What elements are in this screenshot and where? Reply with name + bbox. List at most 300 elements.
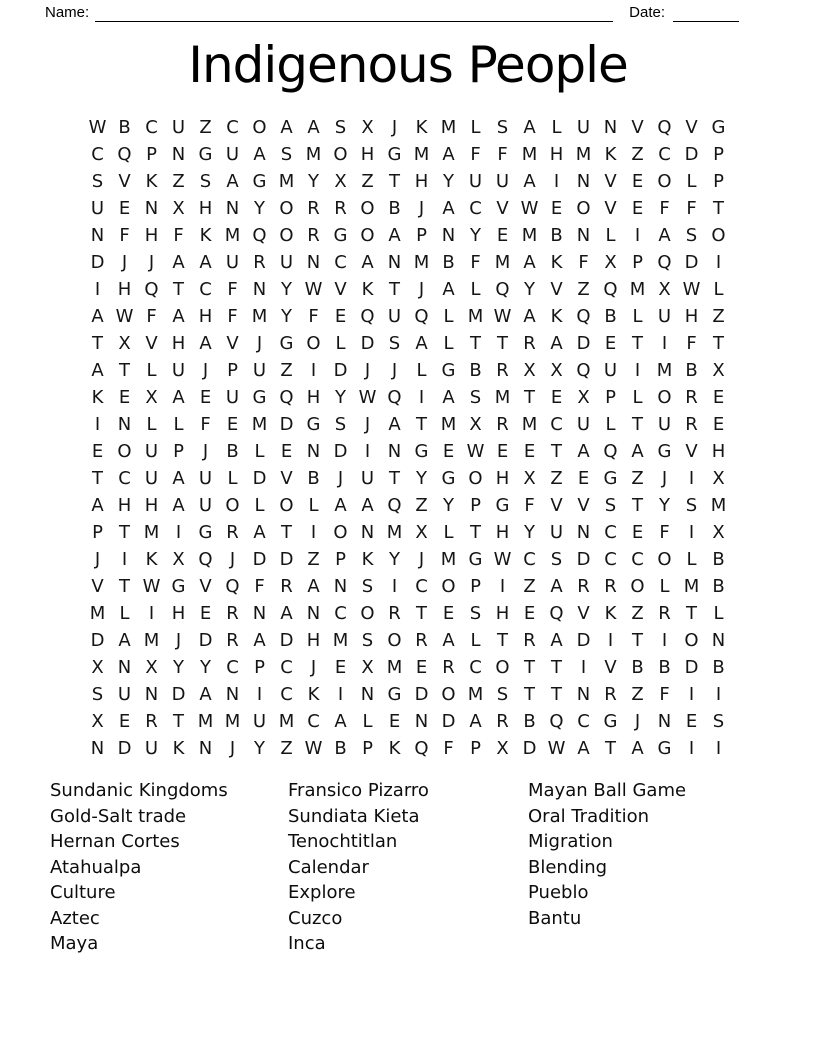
grid-letter: P bbox=[416, 225, 427, 246]
word-search-grid bbox=[84, 114, 732, 762]
grid-letter: A bbox=[118, 630, 131, 651]
grid-letter: R bbox=[307, 198, 320, 219]
worksheet-header bbox=[45, 4, 739, 22]
grid-letter: E bbox=[712, 387, 725, 408]
grid-letter: I bbox=[688, 738, 695, 759]
grid-letter: Y bbox=[443, 495, 454, 516]
grid-letter: I bbox=[580, 657, 587, 678]
grid-letter: X bbox=[145, 657, 158, 678]
grid-letter: A bbox=[199, 684, 212, 705]
grid-letter: F bbox=[173, 225, 184, 246]
grid-letter: M bbox=[143, 630, 160, 651]
grid-letter: T bbox=[119, 522, 130, 543]
grid-letter: O bbox=[441, 684, 456, 705]
grid-letter: F bbox=[119, 225, 130, 246]
grid-letter: A bbox=[442, 279, 455, 300]
grid-letter: X bbox=[604, 252, 617, 273]
grid-letter: E bbox=[604, 333, 617, 354]
grid-letter: R bbox=[604, 684, 617, 705]
grid-letter: G bbox=[414, 441, 429, 462]
grid-letter: J bbox=[337, 468, 344, 489]
grid-letter: K bbox=[145, 549, 158, 570]
grid-letter: B bbox=[658, 657, 671, 678]
grid-letter: N bbox=[306, 603, 321, 624]
grid-letter: O bbox=[684, 630, 699, 651]
grid-letter: O bbox=[711, 225, 726, 246]
grid-letter: C bbox=[415, 576, 428, 597]
grid-letter: Y bbox=[524, 522, 535, 543]
grid-letter: U bbox=[495, 171, 510, 192]
grid-letter: Q bbox=[657, 117, 672, 138]
grid-letter: Z bbox=[307, 549, 320, 570]
grid-letter: X bbox=[523, 360, 536, 381]
grid-letter: J bbox=[634, 711, 641, 732]
grid-letter: J bbox=[202, 441, 209, 462]
grid-letter: S bbox=[685, 495, 698, 516]
grid-letter: C bbox=[577, 711, 590, 732]
word-list-item: Oral Tradition bbox=[528, 805, 650, 827]
grid-letter: B bbox=[388, 198, 401, 219]
word-list-item: Pueblo bbox=[528, 882, 589, 903]
grid-letter: T bbox=[119, 576, 130, 597]
grid-letter: S bbox=[199, 171, 212, 192]
grid-letter: J bbox=[364, 414, 371, 435]
grid-letter: A bbox=[172, 387, 185, 408]
grid-letter: F bbox=[686, 198, 697, 219]
grid-letter: G bbox=[387, 684, 402, 705]
grid-letter: E bbox=[442, 441, 455, 462]
grid-letter: N bbox=[576, 225, 591, 246]
grid-letter: I bbox=[364, 441, 371, 462]
grid-letter: L bbox=[713, 603, 724, 624]
grid-letter: Q bbox=[198, 549, 213, 570]
grid-letter: U bbox=[252, 711, 267, 732]
grid-letter: N bbox=[252, 603, 267, 624]
grid-letter: T bbox=[389, 171, 400, 192]
grid-letter: K bbox=[388, 738, 401, 759]
grid-letter: K bbox=[145, 171, 158, 192]
grid-letter: H bbox=[360, 144, 375, 165]
grid-letter: V bbox=[577, 603, 590, 624]
grid-letter: E bbox=[388, 711, 401, 732]
grid-letter: A bbox=[172, 495, 185, 516]
grid-letter: D bbox=[252, 468, 267, 489]
grid-letter: F bbox=[470, 144, 481, 165]
grid-letter: R bbox=[496, 360, 509, 381]
grid-letter: A bbox=[523, 117, 536, 138]
grid-letter: Z bbox=[280, 360, 293, 381]
grid-letter: T bbox=[551, 441, 562, 462]
grid-letter: L bbox=[146, 360, 157, 381]
grid-letter: R bbox=[253, 252, 266, 273]
grid-letter: I bbox=[148, 603, 155, 624]
grid-letter: A bbox=[442, 387, 455, 408]
grid-letter: V bbox=[550, 495, 563, 516]
grid-letter: M bbox=[278, 171, 295, 192]
grid-letter: O bbox=[468, 468, 483, 489]
grid-letter: K bbox=[91, 387, 104, 408]
grid-letter: I bbox=[121, 549, 128, 570]
grid-letter: G bbox=[387, 144, 402, 165]
page-title: Indigenous People bbox=[188, 36, 628, 94]
grid-letter: O bbox=[576, 198, 591, 219]
grid-letter: D bbox=[684, 252, 699, 273]
grid-letter: N bbox=[144, 198, 159, 219]
grid-letter: A bbox=[172, 468, 185, 489]
grid-letter: G bbox=[657, 441, 672, 462]
grid-letter: Q bbox=[495, 279, 510, 300]
grid-letter: F bbox=[497, 144, 508, 165]
grid-letter: E bbox=[334, 657, 347, 678]
grid-letter: B bbox=[334, 738, 347, 759]
grid-letter: L bbox=[254, 495, 265, 516]
grid-letter: X bbox=[415, 522, 428, 543]
grid-letter: T bbox=[524, 387, 535, 408]
grid-letter: D bbox=[90, 252, 105, 273]
grid-letter: H bbox=[495, 603, 510, 624]
grid-letter: M bbox=[332, 630, 349, 651]
grid-letter: T bbox=[524, 657, 535, 678]
grid-letter: U bbox=[549, 522, 564, 543]
grid-letter: E bbox=[712, 414, 725, 435]
grid-letter: S bbox=[91, 171, 104, 192]
grid-letter: X bbox=[712, 522, 725, 543]
grid-letter: M bbox=[521, 414, 538, 435]
grid-letter: I bbox=[715, 252, 722, 273]
grid-letter: N bbox=[576, 684, 591, 705]
grid-letter: U bbox=[171, 360, 186, 381]
grid-letter: V bbox=[631, 117, 644, 138]
grid-letter: M bbox=[305, 144, 322, 165]
grid-letter: Y bbox=[308, 171, 319, 192]
grid-letter: Q bbox=[414, 738, 429, 759]
grid-letter: E bbox=[550, 198, 563, 219]
grid-letter: V bbox=[577, 495, 590, 516]
grid-letter: V bbox=[91, 576, 104, 597]
word-list-column-2 bbox=[288, 778, 528, 957]
grid-letter: P bbox=[227, 360, 238, 381]
grid-letter: D bbox=[414, 684, 429, 705]
grid-letter: N bbox=[225, 198, 240, 219]
grid-letter: H bbox=[117, 495, 132, 516]
grid-letter: Q bbox=[387, 495, 402, 516]
grid-letter: D bbox=[171, 684, 186, 705]
grid-letter: B bbox=[685, 360, 698, 381]
grid-letter: F bbox=[659, 684, 670, 705]
grid-letter: S bbox=[361, 630, 374, 651]
grid-letter: M bbox=[386, 522, 403, 543]
grid-letter: Z bbox=[415, 495, 428, 516]
grid-letter: O bbox=[360, 198, 375, 219]
grid-letter: L bbox=[146, 414, 157, 435]
grid-letter: E bbox=[523, 603, 536, 624]
grid-letter: S bbox=[496, 117, 509, 138]
grid-letter: D bbox=[576, 630, 591, 651]
grid-letter: U bbox=[387, 306, 402, 327]
grid-letter: C bbox=[280, 684, 293, 705]
grid-letter: U bbox=[657, 414, 672, 435]
grid-letter: Y bbox=[524, 279, 535, 300]
grid-letter: H bbox=[306, 387, 321, 408]
grid-letter: M bbox=[251, 306, 268, 327]
date-blank-line bbox=[673, 5, 739, 22]
grid-letter: K bbox=[415, 117, 428, 138]
grid-letter: F bbox=[686, 333, 697, 354]
grid-letter: P bbox=[173, 441, 184, 462]
grid-letter: Y bbox=[200, 657, 211, 678]
grid-letter: Z bbox=[280, 738, 293, 759]
grid-letter: O bbox=[333, 522, 348, 543]
grid-letter: A bbox=[172, 252, 185, 273]
grid-letter: M bbox=[440, 414, 457, 435]
grid-letter: I bbox=[499, 576, 506, 597]
grid-letter: H bbox=[144, 225, 159, 246]
grid-letter: A bbox=[199, 333, 212, 354]
grid-letter: N bbox=[117, 414, 132, 435]
grid-letter: J bbox=[94, 549, 101, 570]
grid-letter: U bbox=[117, 684, 132, 705]
grid-letter: F bbox=[524, 495, 535, 516]
grid-letter: T bbox=[713, 333, 724, 354]
grid-letter: L bbox=[686, 549, 697, 570]
grid-letter: O bbox=[657, 549, 672, 570]
grid-letter: T bbox=[632, 630, 643, 651]
grid-letter: E bbox=[199, 603, 212, 624]
grid-letter: A bbox=[334, 495, 347, 516]
grid-letter: O bbox=[306, 333, 321, 354]
grid-letter: Q bbox=[360, 306, 375, 327]
grid-letter: T bbox=[470, 333, 481, 354]
grid-letter: L bbox=[713, 279, 724, 300]
grid-letter: R bbox=[280, 576, 293, 597]
grid-letter: H bbox=[306, 630, 321, 651]
grid-letter: F bbox=[443, 738, 454, 759]
grid-letter: C bbox=[334, 603, 347, 624]
grid-letter: A bbox=[388, 414, 401, 435]
grid-letter: R bbox=[226, 630, 239, 651]
grid-letter: O bbox=[387, 630, 402, 651]
grid-letter: V bbox=[496, 198, 509, 219]
grid-letter: C bbox=[307, 711, 320, 732]
grid-letter: Z bbox=[631, 468, 644, 489]
grid-letter: N bbox=[603, 117, 618, 138]
grid-letter: V bbox=[226, 333, 239, 354]
grid-letter: T bbox=[119, 360, 130, 381]
grid-letter: A bbox=[91, 306, 104, 327]
grid-letter: F bbox=[146, 306, 157, 327]
grid-letter: R bbox=[685, 387, 698, 408]
grid-letter: O bbox=[657, 387, 672, 408]
grid-letter: M bbox=[413, 144, 430, 165]
grid-letter: T bbox=[551, 657, 562, 678]
grid-letter: B bbox=[712, 576, 725, 597]
grid-letter: S bbox=[388, 333, 401, 354]
grid-letter: W bbox=[493, 306, 512, 327]
grid-letter: C bbox=[226, 117, 239, 138]
grid-letter: J bbox=[364, 360, 371, 381]
grid-letter: R bbox=[226, 522, 239, 543]
grid-letter: R bbox=[577, 576, 590, 597]
grid-letter: C bbox=[91, 144, 104, 165]
grid-letter: K bbox=[361, 549, 374, 570]
grid-letter: A bbox=[334, 711, 347, 732]
grid-letter: Q bbox=[252, 225, 267, 246]
grid-letter: V bbox=[604, 198, 617, 219]
grid-letter: M bbox=[224, 711, 241, 732]
grid-letter: B bbox=[631, 657, 644, 678]
grid-letter: R bbox=[685, 414, 698, 435]
grid-letter: I bbox=[688, 684, 695, 705]
grid-letter: I bbox=[553, 171, 560, 192]
grid-letter: Q bbox=[549, 603, 564, 624]
grid-letter: J bbox=[202, 360, 209, 381]
grid-letter: B bbox=[307, 468, 320, 489]
grid-letter: N bbox=[306, 252, 321, 273]
grid-letter: F bbox=[659, 522, 670, 543]
grid-letter: X bbox=[658, 279, 671, 300]
grid-letter: U bbox=[279, 252, 294, 273]
grid-letter: G bbox=[252, 387, 267, 408]
grid-letter: X bbox=[145, 387, 158, 408]
grid-letter: O bbox=[495, 657, 510, 678]
grid-letter: B bbox=[226, 441, 239, 462]
grid-letter: O bbox=[630, 576, 645, 597]
grid-letter: Z bbox=[631, 603, 644, 624]
grid-letter: R bbox=[604, 576, 617, 597]
grid-letter: B bbox=[442, 252, 455, 273]
grid-letter: R bbox=[442, 657, 455, 678]
grid-letter: O bbox=[333, 144, 348, 165]
grid-letter: I bbox=[634, 225, 641, 246]
grid-letter: T bbox=[551, 684, 562, 705]
grid-letter: B bbox=[604, 306, 617, 327]
grid-letter: H bbox=[684, 306, 699, 327]
grid-letter: V bbox=[685, 117, 698, 138]
grid-letter: D bbox=[333, 360, 348, 381]
grid-letter: N bbox=[90, 738, 105, 759]
grid-letter: O bbox=[252, 117, 267, 138]
grid-letter: E bbox=[118, 387, 131, 408]
grid-letter: E bbox=[280, 441, 293, 462]
grid-letter: M bbox=[224, 225, 241, 246]
word-list-item: Aztec bbox=[50, 907, 100, 929]
grid-letter: C bbox=[469, 657, 482, 678]
grid-letter: U bbox=[90, 198, 105, 219]
grid-letter: J bbox=[391, 360, 398, 381]
grid-letter: L bbox=[605, 414, 616, 435]
grid-letter: X bbox=[496, 738, 509, 759]
word-list-item: Calendar bbox=[288, 856, 369, 878]
grid-letter: H bbox=[117, 279, 132, 300]
grid-letter: P bbox=[470, 576, 481, 597]
grid-letter: Y bbox=[416, 468, 427, 489]
grid-letter: Y bbox=[470, 225, 481, 246]
grid-letter: Z bbox=[550, 468, 563, 489]
grid-letter: Z bbox=[199, 117, 212, 138]
grid-letter: W bbox=[466, 441, 485, 462]
grid-letter: L bbox=[443, 306, 454, 327]
grid-letter: B bbox=[712, 549, 725, 570]
word-list-item: Explore bbox=[288, 882, 356, 903]
grid-letter: N bbox=[387, 441, 402, 462]
grid-letter: W bbox=[88, 117, 107, 138]
grid-letter: T bbox=[632, 414, 643, 435]
grid-letter: T bbox=[389, 279, 400, 300]
grid-letter: Y bbox=[173, 657, 184, 678]
grid-letter: M bbox=[575, 144, 592, 165]
grid-letter: U bbox=[144, 738, 159, 759]
grid-letter: M bbox=[440, 549, 457, 570]
grid-letter: R bbox=[145, 711, 158, 732]
grid-letter: E bbox=[550, 387, 563, 408]
grid-letter: S bbox=[550, 549, 563, 570]
grid-letter: P bbox=[632, 252, 643, 273]
grid-letter: C bbox=[334, 252, 347, 273]
grid-letter: Y bbox=[335, 387, 346, 408]
grid-letter: T bbox=[92, 468, 103, 489]
grid-letter: T bbox=[632, 333, 643, 354]
word-list-item: Inca bbox=[288, 933, 326, 954]
grid-letter: D bbox=[684, 144, 699, 165]
grid-letter: N bbox=[333, 576, 348, 597]
grid-letter: L bbox=[308, 495, 319, 516]
grid-letter: H bbox=[144, 495, 159, 516]
grid-letter: M bbox=[467, 306, 484, 327]
grid-letter: S bbox=[469, 603, 482, 624]
grid-letter: N bbox=[657, 711, 672, 732]
grid-letter: I bbox=[391, 576, 398, 597]
grid-letter: I bbox=[634, 360, 641, 381]
grid-letter: K bbox=[550, 252, 563, 273]
grid-letter: E bbox=[685, 711, 698, 732]
grid-letter: X bbox=[172, 549, 185, 570]
grid-letter: C bbox=[523, 549, 536, 570]
word-list bbox=[50, 778, 766, 957]
grid-letter: Q bbox=[117, 144, 132, 165]
grid-letter: L bbox=[470, 279, 481, 300]
grid-letter: K bbox=[172, 738, 185, 759]
grid-letter: V bbox=[199, 576, 212, 597]
grid-letter: X bbox=[91, 657, 104, 678]
grid-letter: P bbox=[713, 171, 724, 192]
grid-letter: T bbox=[686, 603, 697, 624]
grid-letter: V bbox=[334, 279, 347, 300]
grid-letter: I bbox=[418, 387, 425, 408]
grid-letter: E bbox=[631, 171, 644, 192]
grid-letter: X bbox=[712, 468, 725, 489]
grid-letter: N bbox=[414, 711, 429, 732]
grid-letter: A bbox=[550, 630, 563, 651]
grid-letter: A bbox=[199, 252, 212, 273]
grid-letter: G bbox=[171, 576, 186, 597]
grid-letter: I bbox=[688, 468, 695, 489]
grid-letter: D bbox=[360, 333, 375, 354]
grid-letter: C bbox=[550, 414, 563, 435]
grid-letter: T bbox=[389, 468, 400, 489]
grid-letter: A bbox=[658, 225, 671, 246]
grid-letter: H bbox=[549, 144, 564, 165]
grid-letter: Y bbox=[281, 306, 292, 327]
grid-letter: Q bbox=[549, 711, 564, 732]
grid-letter: Q bbox=[144, 279, 159, 300]
grid-letter: C bbox=[604, 549, 617, 570]
grid-letter: Z bbox=[631, 684, 644, 705]
grid-letter: D bbox=[279, 549, 294, 570]
grid-letter: D bbox=[279, 630, 294, 651]
grid-letter: G bbox=[468, 549, 483, 570]
name-blank-line bbox=[95, 5, 613, 22]
word-list-column-3 bbox=[528, 778, 766, 957]
